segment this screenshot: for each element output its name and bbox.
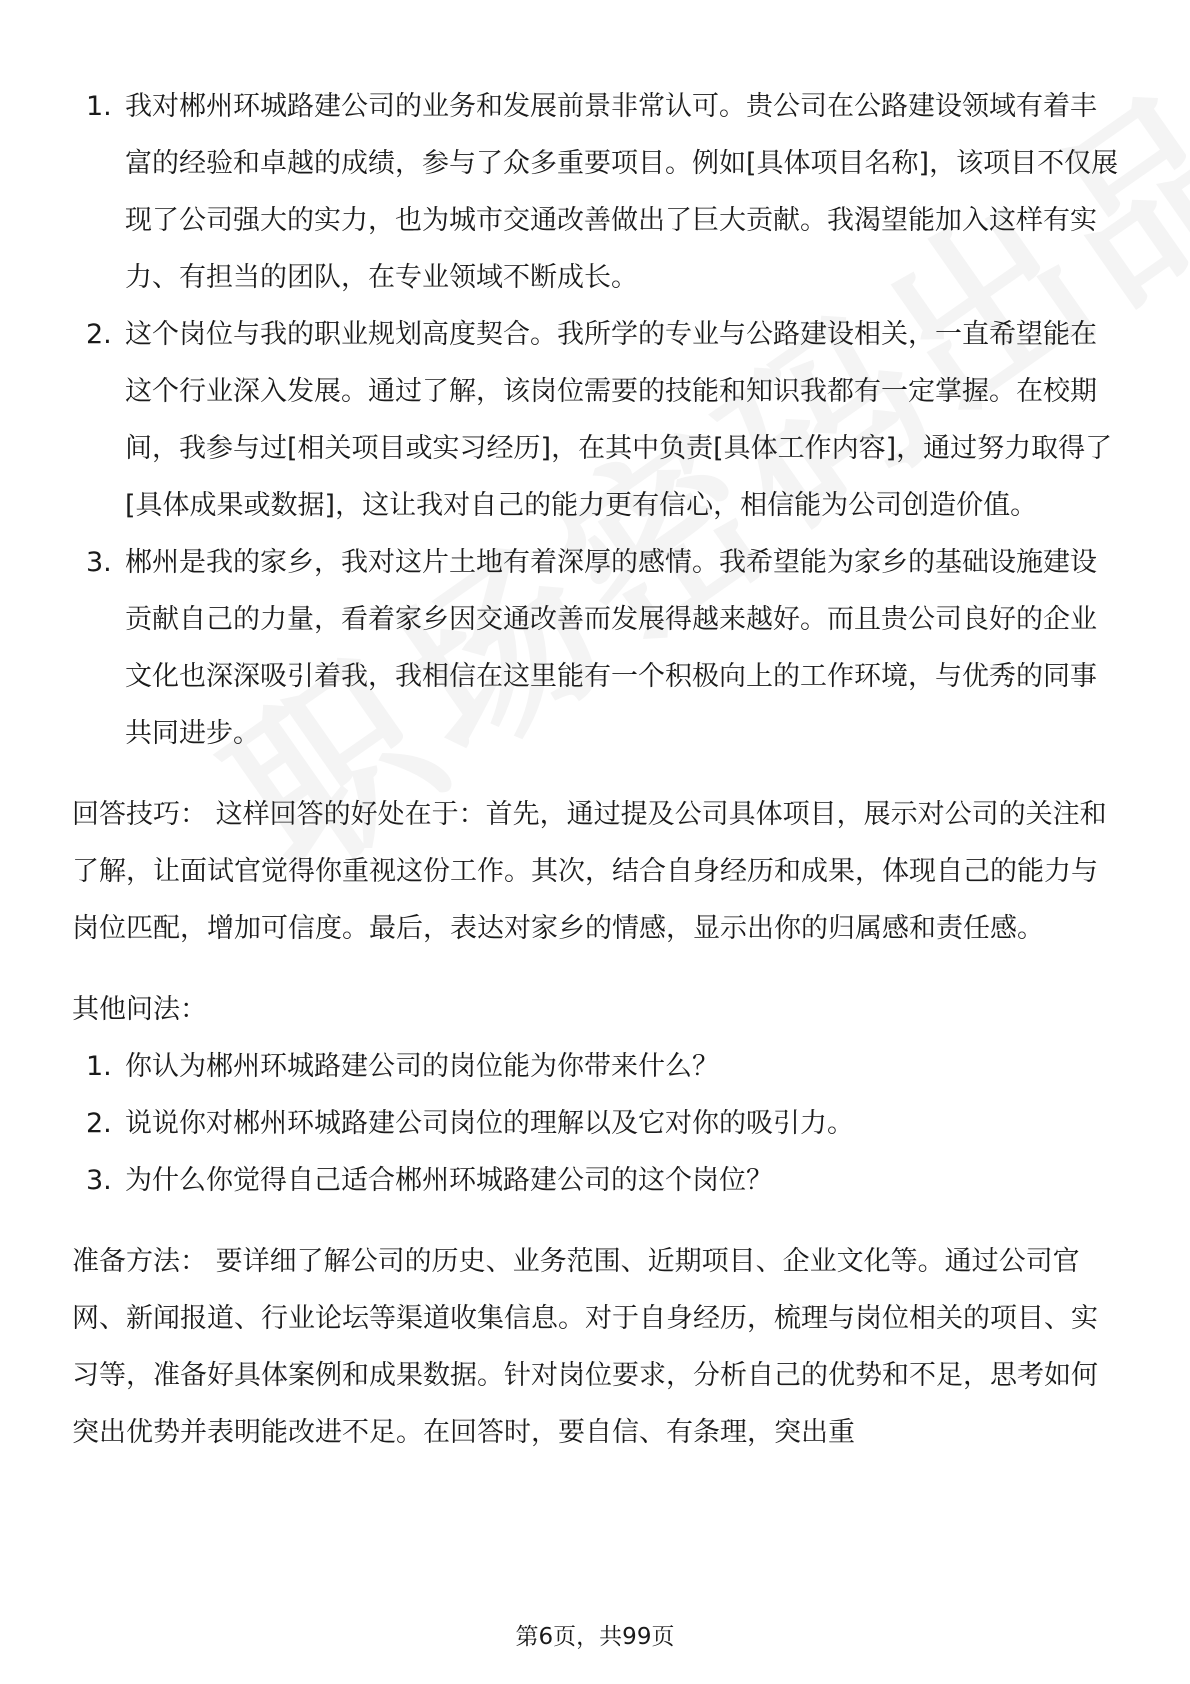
- list-item: [72, 1038, 1122, 1095]
- list-item: [72, 1152, 1122, 1209]
- list-text: 我对郴州环城路建公司的业务和发展前景非常认可。贵公司在公路建设领域有着丰富的经验和卓越的成绩，参与了众多重要项目。例如[具体项目名称]，该项目不仅展现了公司强大的实力，也为城市交通改善做出了巨大贡献。我渴望能加入这样有实力、有担当的团队，在专业领域不断成长。: [125, 91, 1119, 293]
- list-item: [72, 534, 1122, 762]
- list-item: [72, 78, 1122, 306]
- list-number: 3.: [86, 547, 112, 578]
- list-text: 郴州是我的家乡，我对这片土地有着深厚的感情。我希望能为家乡的基础设施建设贡献自己的力量，看着家乡因交通改善而发展得越来越好。而且贵公司良好的企业文化也深深吸引着我，我相信在这里能有一个积极向上的工作环境，与优秀的同事共同进步。: [125, 547, 1097, 749]
- list-number: 2.: [86, 1108, 112, 1139]
- list-text: 为什么你觉得自己适合郴州环城路建公司的这个岗位？: [125, 1165, 773, 1196]
- list-item: [72, 1095, 1122, 1152]
- document-body: [72, 78, 1122, 1461]
- list-text: 说说你对郴州环城路建公司岗位的理解以及它对你的吸引力。: [125, 1108, 854, 1139]
- list-text: 这个岗位与我的职业规划高度契合。我所学的专业与公路建设相关，一直希望能在这个行业深入发展。通过了解，该岗位需要的技能和知识我都有一定掌握。在校期间，我参与过[相关项目或实习经历]，在其中负责[具体工作内容]，通过努力取得了[具体成果或数据]，这让我对自己的能力更有信心，相信能为公司创造价值。: [125, 319, 1113, 521]
- page-number: 第6页，共99页: [515, 1624, 675, 1650]
- other-questions-heading: 其他问法：: [72, 994, 207, 1025]
- other-questions-list: [72, 1038, 1122, 1209]
- list-item: [72, 306, 1122, 534]
- list-number: 1.: [86, 91, 112, 122]
- prep-text: 要详细了解公司的历史、业务范围、近期项目、企业文化等。通过公司官网、新闻报道、行业论坛等渠道收集信息。对于自身经历，梳理与岗位相关的项目、实习等，准备好具体案例和成果数据。针对岗位要求，分析自己的优势和不足，思考如何突出优势并表明能改进不足。在回答时，要自信、有条理，突出重: [72, 1246, 1098, 1448]
- list-text: 你认为郴州环城路建公司的岗位能为你带来什么？: [125, 1051, 719, 1082]
- tips-label: 回答技巧：: [72, 799, 207, 830]
- list-number: 3.: [86, 1165, 112, 1196]
- preparation-paragraph: [72, 1233, 1122, 1461]
- list-number: 2.: [86, 319, 112, 350]
- answer-list: [72, 78, 1122, 762]
- list-number: 1.: [86, 1051, 112, 1082]
- prep-label: 准备方法：: [72, 1246, 207, 1277]
- tips-text: 这样回答的好处在于：首先，通过提及公司具体项目，展示对公司的关注和了解，让面试官觉得你重视这份工作。其次，结合自身经历和成果，体现自己的能力与岗位匹配，增加可信度。最后，表达对家乡的情感，显示出你的归属感和责任感。: [72, 799, 1107, 944]
- tips-paragraph: [72, 786, 1122, 957]
